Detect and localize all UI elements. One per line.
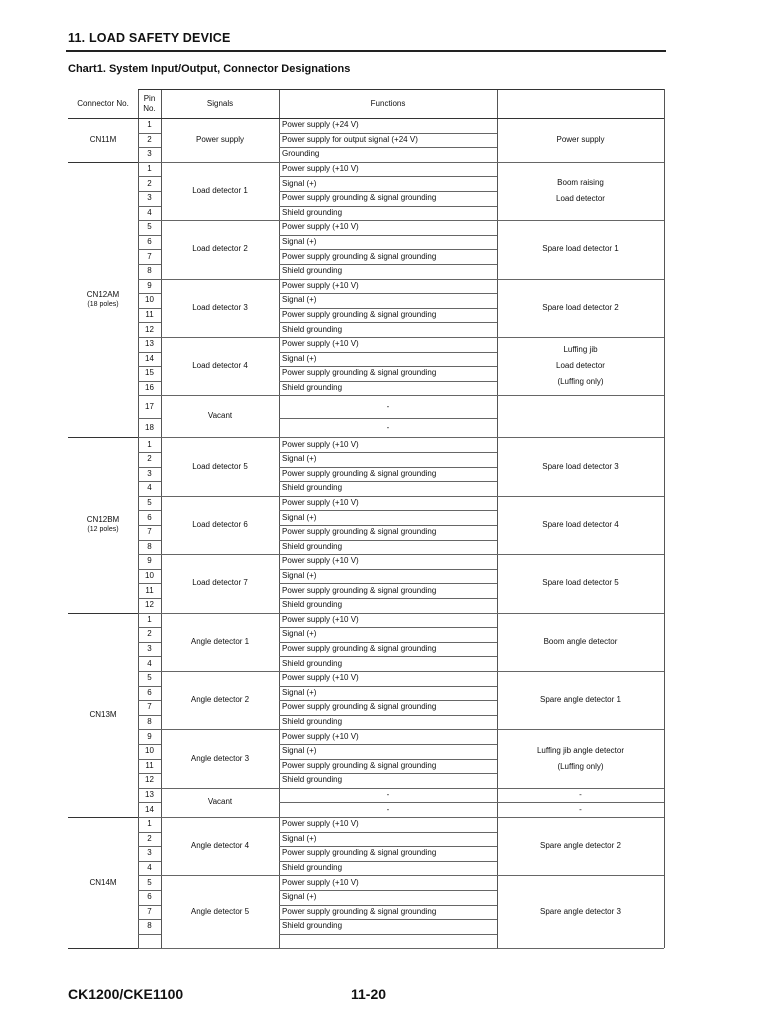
function-cell: Power supply (+10 V)	[282, 556, 359, 566]
pin-number: 14	[145, 353, 154, 363]
function-cell: Shield grounding	[282, 383, 343, 393]
description-line: (Luffing only)	[557, 761, 604, 771]
description-cell	[497, 437, 664, 495]
pin-number: 16	[145, 383, 154, 393]
function-cell: Shield grounding	[282, 658, 343, 668]
function-cell: Signal (+)	[282, 833, 317, 843]
function-cell: Signal (+)	[282, 892, 317, 902]
function-cell: Signal (+)	[282, 687, 317, 697]
function-cell: Shield grounding	[282, 775, 343, 785]
function-cell: Power supply (+10 V)	[282, 877, 359, 887]
signal-group-cell: Load detector 6	[192, 519, 248, 529]
pin-number: 18	[145, 422, 154, 432]
function-cell: Power supply grounding & signal grounding	[282, 310, 437, 320]
pin-number: 1	[147, 614, 152, 624]
function-cell: Power supply (+10 V)	[282, 339, 359, 349]
pin-number: 13	[145, 339, 154, 349]
function-row-divider	[279, 948, 497, 949]
function-cell: Signal (+)	[282, 353, 317, 363]
description-line: Boom angle detector	[543, 636, 618, 646]
function-cell: Signal (+)	[282, 746, 317, 756]
function-cell: -	[386, 401, 390, 411]
header-pin-line2: No.	[143, 103, 156, 113]
signal-group-cell: Vacant	[207, 797, 233, 807]
function-cell: Shield grounding	[282, 541, 343, 551]
function-cell: Power supply grounding & signal grounding	[282, 193, 437, 203]
connector-cell	[68, 613, 138, 817]
pin-number: 5	[147, 877, 152, 887]
description-cell	[497, 729, 664, 787]
pin-number: 6	[147, 512, 152, 522]
function-cell: Signal (+)	[282, 295, 317, 305]
pin-number: 2	[147, 134, 152, 144]
signal-group-cell: Angle detector 4	[190, 841, 250, 851]
description-line: Load detector	[556, 361, 605, 371]
pin-number: 12	[145, 600, 154, 610]
function-cell: Power supply grounding & signal grounding	[282, 702, 437, 712]
pin-number: 4	[147, 207, 152, 217]
pin-number: 2	[147, 629, 152, 639]
column-divider	[664, 89, 665, 948]
signal-group-cell: Load detector 4	[192, 361, 248, 371]
function-cell: Power supply grounding & signal grounding	[282, 848, 437, 858]
description-cell	[497, 162, 664, 220]
function-cell: Signal (+)	[282, 571, 317, 581]
header-connector-no: Connector No.	[77, 98, 129, 108]
connector-label: CN14M	[89, 877, 117, 887]
pin-number: 10	[145, 571, 154, 581]
description-cell	[497, 337, 664, 395]
description-cell	[497, 671, 664, 729]
function-cell: Power supply grounding & signal grounding	[282, 527, 437, 537]
signal-group-cell: Angle detector 1	[190, 636, 250, 646]
connector-label: CN13M	[89, 709, 117, 719]
pin-number: 9	[147, 280, 152, 290]
description-cell	[497, 875, 664, 948]
signal-group-cell: Load detector 1	[192, 185, 248, 195]
description-cell	[497, 817, 664, 875]
function-cell: Shield grounding	[282, 717, 343, 727]
pin-number: 4	[147, 863, 152, 873]
pin-number: 2	[147, 178, 152, 188]
pin-number: 5	[147, 498, 152, 508]
chart-title: Chart1. System Input/Output, Connector Designations	[68, 63, 351, 75]
pin-number: 11	[145, 310, 154, 320]
pin-number: 6	[147, 892, 152, 902]
signal-group-cell: Angle detector 3	[190, 753, 250, 763]
pin-number: 14	[145, 804, 154, 814]
description-line: Power supply	[556, 134, 605, 144]
footer-page-number: 11-20	[351, 986, 387, 1002]
connector-table	[68, 89, 664, 948]
pin-number: 8	[147, 717, 152, 727]
pin-number: 17	[145, 401, 154, 411]
function-cell: -	[386, 790, 390, 800]
signal-group-cell: Load detector 3	[192, 302, 248, 312]
function-cell: Power supply (+10 V)	[282, 614, 359, 624]
description-cell	[497, 279, 664, 337]
description-line: Spare load detector 2	[542, 302, 619, 312]
description-line: Spare angle detector 3	[540, 906, 621, 916]
pin-number: 1	[147, 164, 152, 174]
pin-number: 3	[147, 468, 152, 478]
function-row-divider	[279, 934, 497, 935]
pin-row-divider	[138, 948, 161, 949]
function-cell: Power supply (+10 V)	[282, 819, 359, 829]
connector-label: CN11M	[89, 134, 117, 144]
signal-group-cell: Vacant	[207, 411, 233, 421]
pin-number: 11	[145, 760, 154, 770]
function-cell: Power supply (+10 V)	[282, 222, 359, 232]
signal-group-cell: Angle detector 2	[190, 695, 250, 705]
connector-cell	[68, 817, 138, 948]
connector-cell	[68, 437, 138, 612]
pin-number: 7	[147, 702, 152, 712]
function-cell: Shield grounding	[282, 483, 343, 493]
function-cell: -	[386, 804, 390, 814]
pin-number: 15	[145, 368, 154, 378]
pin-number: 11	[145, 585, 154, 595]
description-line: Spare load detector 4	[542, 519, 619, 529]
function-cell: Power supply (+10 V)	[282, 280, 359, 290]
pin-number: 1	[147, 120, 152, 130]
signal-group-cell: Angle detector 5	[190, 906, 250, 916]
description-line: Load detector	[556, 193, 605, 203]
connector-cell	[68, 118, 138, 162]
signal-group-cell: Load detector 5	[192, 461, 248, 471]
pin-number: 8	[147, 921, 152, 931]
function-cell: Power supply grounding & signal grounding	[282, 585, 437, 595]
function-cell: Shield grounding	[282, 266, 343, 276]
pin-number: 12	[145, 324, 154, 334]
description-line: (Luffing only)	[557, 377, 604, 387]
pin-number: 8	[147, 266, 152, 276]
header-pin-no	[138, 89, 161, 118]
function-cell: Power supply (+10 V)	[282, 498, 359, 508]
pin-number: 9	[147, 556, 152, 566]
pin-number: 6	[147, 237, 152, 247]
function-cell: Shield grounding	[282, 921, 343, 931]
function-cell: -	[386, 422, 390, 432]
description-cell	[497, 554, 664, 612]
pin-number: 5	[147, 222, 152, 232]
signal-group-cell: Power supply	[195, 134, 245, 144]
description-line: Spare load detector 1	[542, 244, 619, 254]
pin-number: 3	[147, 193, 152, 203]
pin-number: 4	[147, 483, 152, 493]
footer-model: CK1200/CKE1100	[68, 986, 184, 1002]
pin-number: 12	[145, 775, 154, 785]
function-cell: Shield grounding	[282, 863, 343, 873]
function-cell: Power supply grounding & signal grounding	[282, 760, 437, 770]
function-cell: Shield grounding	[282, 207, 343, 217]
connector-label: CN12AM	[86, 289, 120, 299]
pin-number: 10	[145, 746, 154, 756]
pin-number: 1	[147, 439, 152, 449]
function-cell: Power supply grounding & signal grounding	[282, 906, 437, 916]
function-cell: Signal (+)	[282, 237, 317, 247]
description-cell	[497, 220, 664, 278]
connector-label: (12 poles)	[87, 525, 119, 533]
function-cell: Power supply grounding & signal grounding	[282, 251, 437, 261]
description-line: Spare angle detector 2	[540, 841, 621, 851]
pin-number: 7	[147, 527, 152, 537]
table-top-border	[138, 89, 664, 90]
pin-number: 3	[147, 149, 152, 159]
function-cell: Signal (+)	[282, 629, 317, 639]
description-cell	[497, 613, 664, 671]
function-cell: Shield grounding	[282, 600, 343, 610]
function-cell: Power supply (+10 V)	[282, 164, 359, 174]
pin-number: 5	[147, 673, 152, 683]
function-cell: Power supply (+24 V)	[282, 120, 359, 130]
connector-label: (18 poles)	[87, 300, 119, 308]
section-rule	[66, 50, 666, 52]
description-line: Luffing jib	[563, 345, 598, 355]
pin-number: 1	[147, 819, 152, 829]
function-cell: Power supply grounding & signal grounding	[282, 368, 437, 378]
description-line: -	[579, 790, 582, 800]
pin-row-divider	[138, 934, 161, 935]
description-cell	[497, 496, 664, 554]
pin-number: 4	[147, 658, 152, 668]
function-cell: Shield grounding	[282, 324, 343, 334]
signal-group-cell: Load detector 7	[192, 578, 248, 588]
function-cell: Signal (+)	[282, 178, 317, 188]
pin-number: 9	[147, 731, 152, 741]
section-title: 11. LOAD SAFETY DEVICE	[68, 31, 231, 45]
description-line: Spare angle detector 1	[540, 695, 621, 705]
connector-label: CN12BM	[86, 514, 120, 524]
pin-number: 2	[147, 454, 152, 464]
function-cell: Power supply grounding & signal grounding	[282, 468, 437, 478]
description-cell	[497, 802, 664, 817]
pin-number: 10	[145, 295, 154, 305]
function-cell: Power supply (+10 V)	[282, 731, 359, 741]
function-cell: Power supply for output signal (+24 V)	[282, 134, 418, 144]
header-functions: Functions	[370, 98, 406, 108]
pin-number: 3	[147, 644, 152, 654]
description-line: Spare load detector 3	[542, 461, 619, 471]
pin-number: 3	[147, 848, 152, 858]
description-line: Boom raising	[557, 177, 604, 187]
description-cell	[497, 118, 664, 162]
function-cell: Power supply grounding & signal grounding	[282, 644, 437, 654]
function-cell: Grounding	[282, 149, 320, 159]
function-cell: Power supply (+10 V)	[282, 673, 359, 683]
description-cell	[497, 788, 664, 803]
pin-number: 6	[147, 687, 152, 697]
function-cell: Power supply (+10 V)	[282, 439, 359, 449]
function-cell: Signal (+)	[282, 512, 317, 522]
header-signals: Signals	[206, 98, 234, 108]
pin-number: 8	[147, 541, 152, 551]
description-line: -	[579, 804, 582, 814]
pin-number: 2	[147, 833, 152, 843]
connector-cell	[68, 162, 138, 438]
pin-number: 7	[147, 906, 152, 916]
description-line: Spare load detector 5	[542, 578, 619, 588]
function-cell: Signal (+)	[282, 454, 317, 464]
header-pin-line1: Pin	[143, 93, 156, 103]
description-line: Luffing jib angle detector	[536, 745, 625, 755]
signal-group-cell: Load detector 2	[192, 244, 248, 254]
pin-number: 7	[147, 251, 152, 261]
pin-number: 13	[145, 790, 154, 800]
